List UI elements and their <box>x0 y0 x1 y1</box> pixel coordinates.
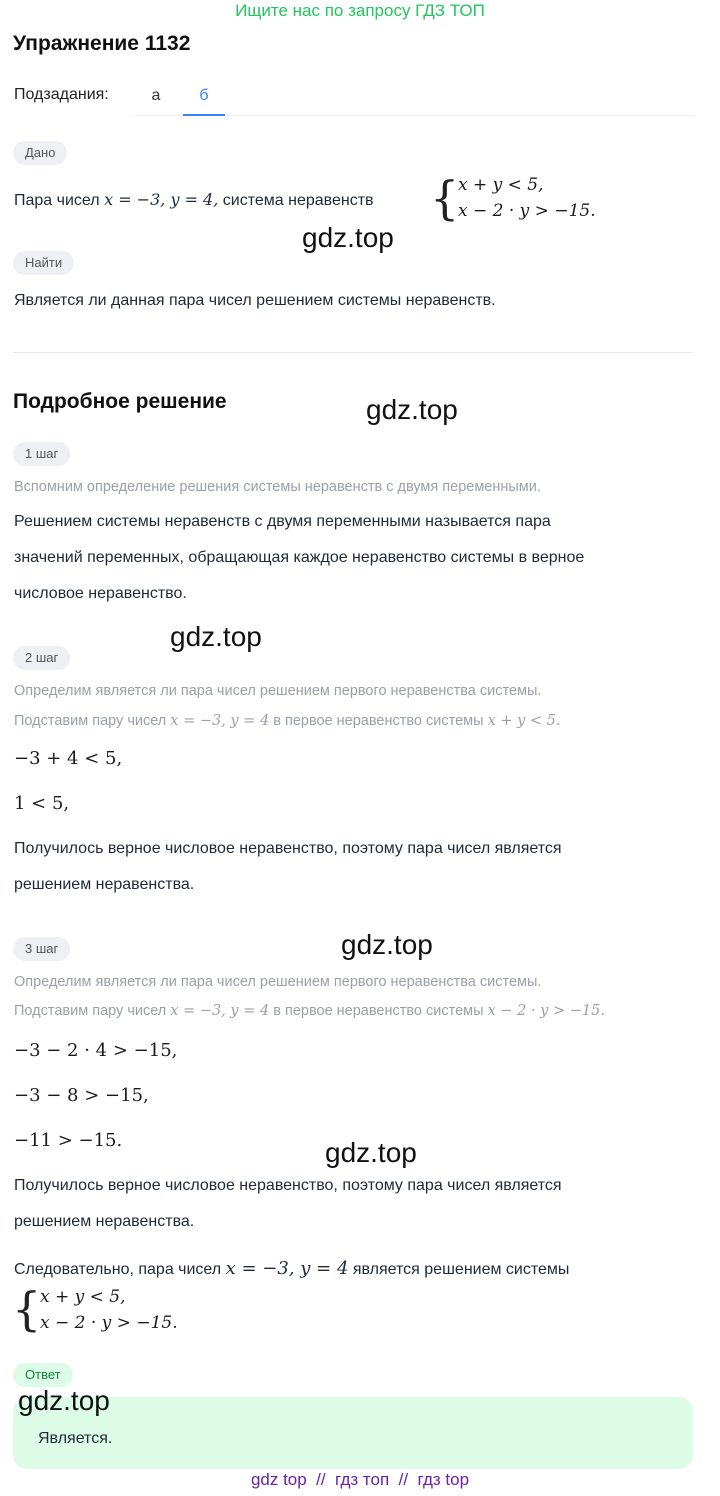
step-2-substitute <box>14 713 561 729</box>
answer-text: Является. <box>38 1430 113 1447</box>
step-3-body-line-1: Получилось верное числовое неравенство, поэтому пара чисел является <box>14 1177 562 1194</box>
step-1-pill: 1 шаг <box>13 442 70 466</box>
footer-links[interactable]: gdz top // гдз топ // гдз top <box>250 1470 470 1489</box>
conclusion-system-line-2: x − 2 · y > −15. <box>40 1313 178 1333</box>
conclusion-pair: x = −3, y = 4 <box>225 1258 349 1279</box>
conclusion-text <box>14 1258 569 1279</box>
step-1-body-line-1: Решением системы неравенств с двумя переменными называется пара <box>14 513 551 530</box>
step-3-sub-ineq: x − 2 · y > −15. <box>487 1003 605 1019</box>
step-2-sub-pair: x = −3, y = 4 <box>170 713 270 729</box>
step-1-hint: Вспомним определение решения системы неравенств с двумя переменными. <box>14 479 541 495</box>
given-pill: Дано <box>13 141 67 165</box>
conclusion-before: Следовательно, пара чисел <box>14 1261 222 1278</box>
conclusion-system-line-1: x + y < 5, <box>40 1287 126 1307</box>
watermark: gdz.top <box>325 1137 417 1168</box>
step-3-sub-mid: в первое неравенство системы <box>273 1003 484 1019</box>
tab-b[interactable]: б <box>183 80 225 116</box>
step-2-body-line-2: решением неравенства. <box>14 876 195 893</box>
answer-box <box>13 1397 693 1469</box>
step-3-calc-2: −3 − 8 > −15, <box>14 1085 149 1106</box>
conclusion-after: является решением системы <box>352 1261 570 1278</box>
step-2-hint: Определим является ли пара чисел решением первого неравенства системы. <box>14 683 542 699</box>
step-2-body-line-1: Получилось верное числовое неравенство, поэтому пара чисел является <box>14 840 562 857</box>
watermark: gdz.top <box>341 929 433 960</box>
step-3-body-line-2: решением неравенства. <box>14 1213 195 1230</box>
page-title: Упражнение 1132 <box>13 32 191 55</box>
step-1-body-line-2: значений переменных, обращающая каждое неравенство системы в верное <box>14 549 585 566</box>
find-pill: Найти <box>13 251 74 275</box>
step-2-sub-before: Подставим пару чисел <box>14 713 167 729</box>
answer-pill: Ответ <box>13 1363 73 1387</box>
solution-title: Подробное решение <box>13 390 227 413</box>
given-system-line-1: x + y < 5, <box>458 175 544 195</box>
step-3-pill: 3 шаг <box>13 937 70 961</box>
subtasks-tabs <box>135 80 695 116</box>
given-pair: x = −3, y = 4, <box>104 190 219 209</box>
step-3-calc-1: −3 − 2 · 4 > −15, <box>14 1040 178 1061</box>
step-3-calc-3: −11 > −15. <box>14 1130 123 1151</box>
step-2-sub-mid: в первое неравенство системы <box>273 713 484 729</box>
step-2-pill: 2 шаг <box>13 646 70 670</box>
step-2-calc-2: 1 < 5, <box>14 793 70 814</box>
step-3-substitute <box>14 1003 605 1019</box>
conclusion-system-brace: { <box>12 1282 42 1336</box>
watermark: gdz.top <box>170 621 262 652</box>
given-system-brace: { <box>430 171 460 225</box>
step-2-calc-1: −3 + 4 < 5, <box>14 748 123 769</box>
given-text <box>14 190 374 210</box>
watermark: gdz.top <box>18 1385 110 1416</box>
tab-a[interactable]: а <box>151 87 161 104</box>
divider <box>13 352 693 353</box>
given-system-line-2: x − 2 · y > −15. <box>458 201 596 221</box>
step-1-body-line-3: числовое неравенство. <box>14 585 187 602</box>
step-2-sub-ineq: x + y < 5. <box>487 713 561 729</box>
watermark: gdz.top <box>366 394 458 425</box>
given-text-after: система неравенств <box>222 192 374 209</box>
subtasks-label: Подзадания: <box>14 86 109 103</box>
step-3-sub-pair: x = −3, y = 4 <box>170 1003 270 1019</box>
watermark: gdz.top <box>302 222 394 253</box>
promo-banner: Ищите нас по запросу ГДЗ ТОП <box>235 1 485 20</box>
given-text-before: Пара чисел <box>14 192 100 209</box>
step-3-hint: Определим является ли пара чисел решением первого неравенства системы. <box>14 974 542 990</box>
find-text: Является ли данная пара чисел решением системы неравенств. <box>14 292 496 309</box>
step-3-sub-before: Подставим пару чисел <box>14 1003 167 1019</box>
